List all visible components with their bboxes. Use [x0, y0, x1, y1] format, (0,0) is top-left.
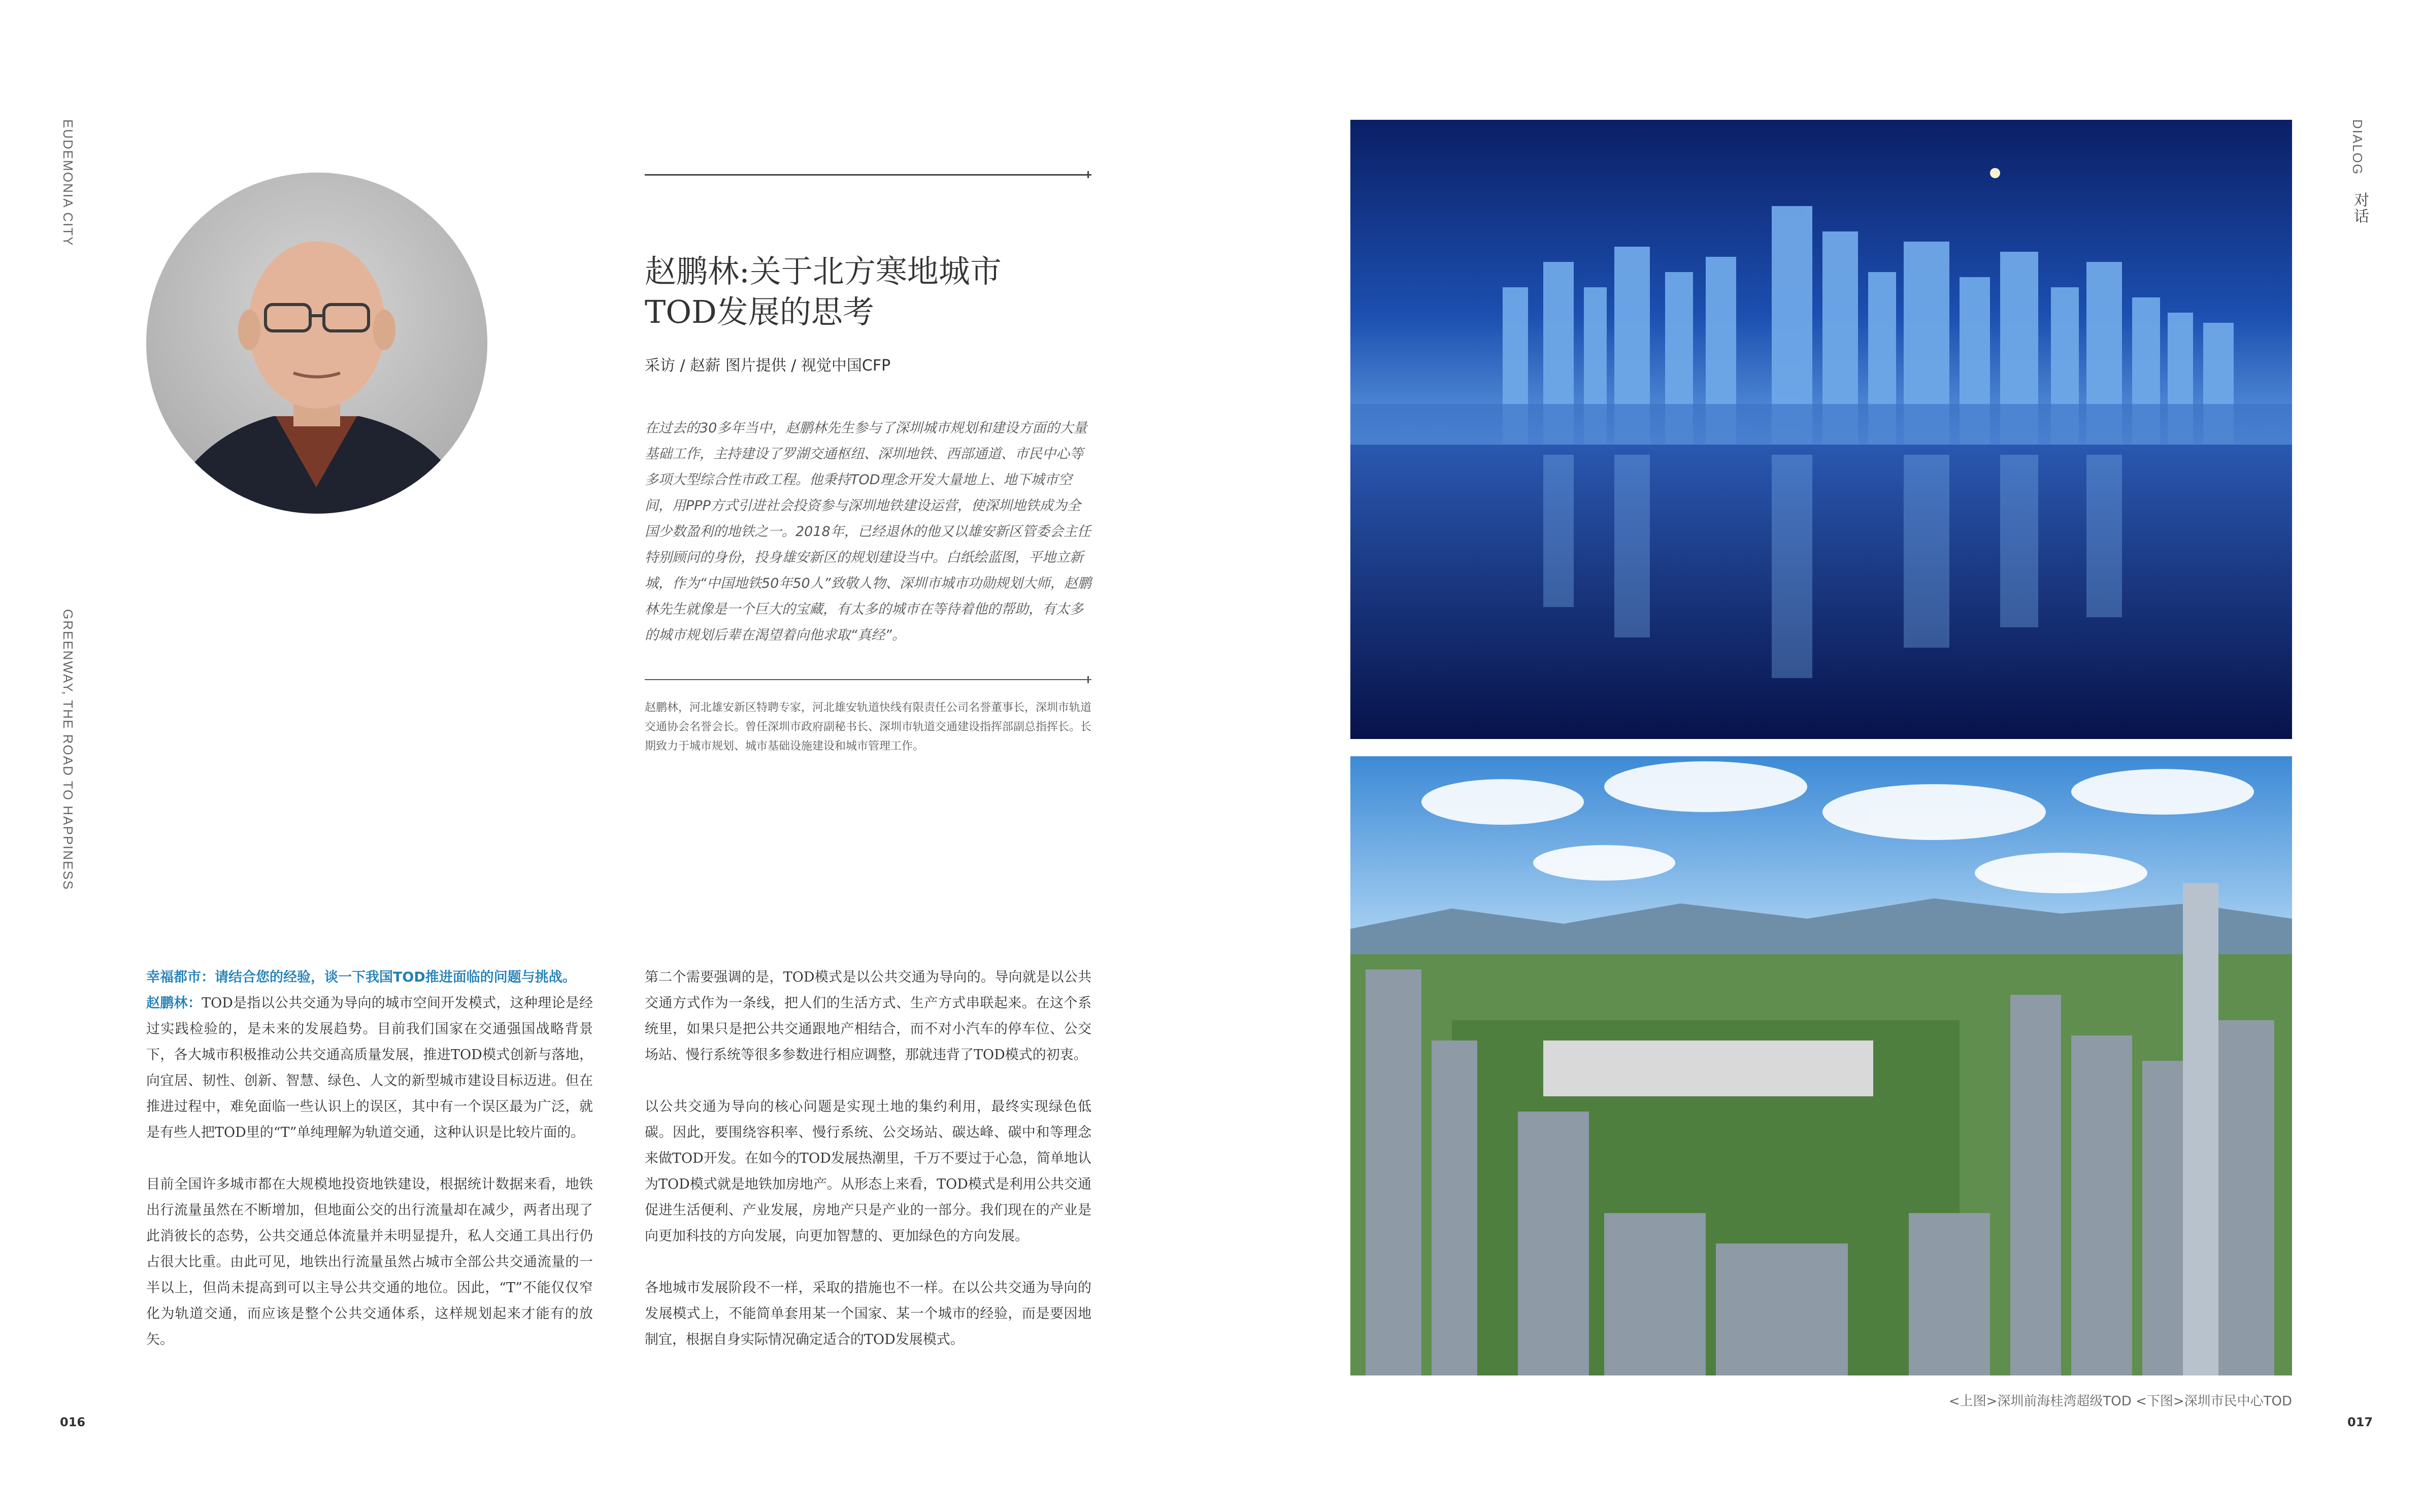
page-number-left: 016: [60, 1415, 86, 1429]
portrait-photo: [146, 173, 487, 514]
side-label-dialog-cn: 对话: [2351, 192, 2368, 224]
photo-qianhai-night: [1350, 120, 2292, 739]
title-rule-tick: [1087, 171, 1089, 178]
photo-civic-center-day: [1350, 756, 2292, 1375]
body-column-2: [645, 964, 1091, 1379]
speaker-label: 赵鹏林：: [146, 995, 202, 1011]
side-label-bottom: GREENWAY, THE ROAD TO HAPPINESS: [60, 609, 76, 891]
title-rule: [645, 174, 1091, 176]
side-label-top: EUDEMONIA CITY: [60, 119, 76, 247]
bio-rule: [645, 679, 1091, 680]
interview-question: 幸福都市：请结合您的经验，谈一下我国TOD推进面临的问题与挑战。: [146, 969, 576, 985]
bio-paragraph: 赵鹏林，河北雄安新区特聘专家，河北雄安轨道快线有限责任公司名誉董事长，深圳市轨道交通协会名誉会长。曾任深圳市政府副秘书长、深圳市轨道交通建设指挥部副总指挥长。长期致力于城市规划、城市基础设施建设和城市管理工作。: [645, 701, 1092, 753]
intro-paragraph: 在过去的30多年当中，赵鹏林先生参与了深圳城市规划和建设方面的大量基础工作，主持建设了罗湖交通枢纽、深圳地铁、西部通道、市民中心等多项大型综合性市政工程。他秉持TOD理念开发大量地上、地下城市空间，用PPP方式引进社会投资参与深圳地铁建设运营，使深圳地铁成为全国少数盈利的地铁之一。2018年，已经退休的他又以雄安新区管委会主任特别顾问的身份，投身雄安新区的规划建设当中。白纸绘蓝图，平地立新城，作为“中国地铁50年50人”致敬人物、深圳市城市功勋规划大师，赵鹏林先生就像是一个巨大的宝藏，有太多的城市在等待着他的帮助，有太多的城市规划后辈在渴望着向他求取“真经”。: [645, 420, 1091, 643]
col1-paragraph-1: TOD是指以公共交通为导向的城市空间开发模式，这种理论是经过实践检验的，是未来的发展趋势。目前我们国家在交通强国战略背景下，各大城市积极推动公共交通高质量发展，推进TOD模式创新与落地，向宜居、韧性、创新、智慧、绿色、人文的新型城市建设目标迈进。但在推进过程中，难免面临一些认识上的误区，其中有一个误区最为广泛，就是有些人把TOD里的“T”单纯理解为轨道交通，这种认识是比较片面的。: [146, 995, 593, 1140]
bio-rule-tick: [1087, 676, 1089, 683]
side-label-dialog: DIALOG: [2350, 119, 2365, 176]
photo-caption: <上图>深圳前海桂湾超级TOD <下图>深圳市民中心TOD: [1948, 1394, 2292, 1409]
page-number-right: 017: [2347, 1415, 2373, 1429]
credit-line: 采访 / 赵薪 图片提供 / 视觉中国CFP: [645, 357, 891, 375]
col2-paragraph-3: 各地城市发展阶段不一样，采取的措施也不一样。在以公共交通为导向的发展模式上，不能简单套用某一个国家、某一个城市的经验，而是要因地制宜，根据自身实际情况确定适合的TOD发展模式。: [645, 1280, 1091, 1348]
body-column-1: [146, 964, 593, 1379]
article-title: [645, 251, 1102, 332]
title-line-2: TOD发展的思考: [645, 293, 874, 330]
title-line-1: 赵鹏林:关于北方寒地城市: [645, 253, 1002, 290]
col2-paragraph-1: 第二个需要强调的是，TOD模式是以公共交通为导向的。导向就是以公共交通方式作为一条线，把人们的生活方式、生产方式串联起来。在这个系统里，如果只是把公共交通跟地产相结合，而不对小汽车的停车位、公交场站、慢行系统等很多参数进行相应调整，那就违背了TOD模式的初衷。: [645, 969, 1091, 1063]
col2-paragraph-2: 以公共交通为导向的核心问题是实现土地的集约利用，最终实现绿色低碳。因此，要围绕容积率、慢行系统、公交场站、碳达峰、碳中和等理念来做TOD开发。在如今的TOD发展热潮里，千万不要过于心急，简单地认为TOD模式就是地铁加房地产。从形态上来看，TOD模式是利用公共交通促进生活便利、产业发展，房地产只是产业的一部分。我们现在的产业是向更加科技的方向发展，向更加智慧的、更加绿色的方向发展。: [645, 1099, 1091, 1244]
col1-paragraph-2: 目前全国许多城市都在大规模地投资地铁建设，根据统计数据来看，地铁出行流量虽然在不断增加，但地面公交的出行流量却在减少，两者出现了此消彼长的态势，公共交通总体流量并未明显提升，私人交通工具出行仍占很大比重。由此可见，地铁出行流量虽然占城市全部公共交通流量的一半以上，但尚未提高到可以主导公共交通的地位。因此，“T”不能仅仅窄化为轨道交通，而应该是整个公共交通体系，这样规划起来才能有的放矢。: [146, 1177, 593, 1348]
